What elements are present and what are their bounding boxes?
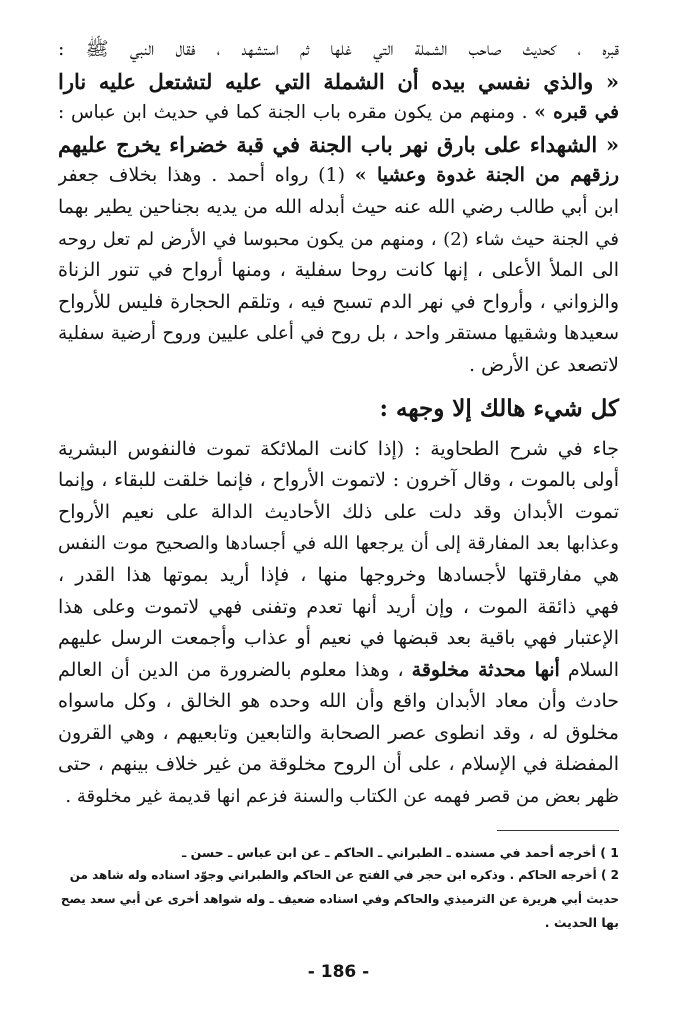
- text-line: أولى بالموت ، وقال آخرون : لاتموت الأرواح ، فإنما خلقت للبقاء ، وإنما: [58, 469, 619, 492]
- hadith-quote-line: « والذي نفسي بيده أن الشملة التي عليه لتشتعل عليه نارا: [58, 68, 619, 94]
- text-line: فهي ذائقة الموت ، وإن أريد أنها تعدم وتفنى فهي لاتموت وعلى هذا: [58, 595, 619, 618]
- text-line: سعيدها وشقيها مستقر واحد ، بل روح في أعلى عليين وروح أرضية سفلية: [58, 323, 619, 345]
- footnote-1: 1 ) أخرجه أحمد في مسنده ـ الطبراني ـ الحاكم ـ عن ابن عباس ـ حسن ـ: [182, 844, 619, 860]
- text-line: مخلوق له ، وقد انطوى عصر الصحابة والتابعين وتابعيهم ، وهي القرون: [58, 721, 619, 744]
- paragraph-graves: [58, 34, 619, 382]
- text-line: حادث وأن معاد الأبدان واقع وأن الله وحده هو الخالق ، وكل ماسواه: [58, 690, 619, 713]
- paragraph-tahawiyya: [58, 434, 619, 813]
- text-line: [58, 97, 619, 129]
- section-heading: كل شيء هالك إلا وجهه :: [379, 394, 619, 422]
- hadith-quote-end: رزقهم من الجنة غدوة وعشيا »: [354, 164, 619, 187]
- text-line: ظهر بعض من قصر فهمه عن الكتاب والسنة فزعم انها قديمة غير مخلوقة .: [65, 786, 619, 808]
- text-line: المفضلة في الإسلام ، على أن الروح مخلوقة من غير خلاف بينهم ، حتى: [58, 753, 619, 776]
- text-line: لاتصعد عن الأرض .: [469, 353, 619, 376]
- hadith-quote-line: « الشهداء على بارق نهر باب الجنة في قبة خضراء يخرج عليهم: [58, 131, 619, 157]
- text-line: [58, 655, 619, 687]
- footnotes: [58, 841, 619, 935]
- text-line: الى الملأ الأعلى ، إنها كانت روحا سفلية ، ومنها أرواح في تنور الزناة: [58, 259, 619, 282]
- hadith-quote-end: في قبره »: [534, 102, 619, 124]
- text-line: والزواني ، وأرواح في نهر الدم تسبح فيه ، وتلقم الحجارة فليس للأرواح: [58, 290, 619, 313]
- text-line: الإعتبار فهي باقية بعد قبضها في نعيم أو عذاب وأجمعت الرسل عليهم: [58, 627, 619, 650]
- footnote-2-continued: حديث أبي هريرة عن الترميذي والحاكم وفي اسناده ضعيف ـ وله شواهد أخرى عن أبي سعد يصح: [60, 891, 619, 906]
- text-line: هي مفارقتها لأجسادها وخروجها منها ، فإذا أريد بموتها هذا القدر ،: [58, 563, 619, 586]
- text-line: جاء في شرح الطحاوية : (إذا كانت الملائكة تموت فالنفوس البشرية: [58, 437, 619, 460]
- text-line: قبره ، كحديث صاحب الشملة التي غلها ثم استشهد ، فقال النبي ﷺ :: [58, 38, 619, 60]
- text-line: ابن أبي طالب رضي الله عنه حيث أبدله الله من يديه بجناحين يطير بهما: [58, 195, 619, 218]
- text-line: تموت الأبدان وقد دلت على ذلك الأحاديث الدالة على نعيم الأرواح: [58, 500, 619, 523]
- text-segment: ، وهذا معلوم بالضرورة من الدين أن العالم: [58, 658, 412, 681]
- text-segment: (1) رواه أحمد . وهذا بخلاف جعفر: [58, 164, 355, 187]
- text-line: وعذابها بعد المفارقة إلى أن يرجعها الله في أجسادها والصحيح موت النفس: [58, 533, 619, 555]
- footnote-divider: [497, 830, 619, 831]
- footnote-2-continued: بها الحديث .: [544, 915, 619, 931]
- page-number: - 186 -: [307, 962, 370, 982]
- text-segment: . ومنهم من يكون مقره باب الجنة كما في حديث ابن عباس :: [58, 102, 535, 124]
- text-line: [58, 160, 619, 192]
- text-line: في الجنة حيث شاء (2) ، ومنهم من يكون محبوسا في الأرض لم تعل روحه: [58, 228, 619, 250]
- text-segment: السلام: [559, 658, 619, 681]
- footnote-2: 2 ) أخرجه الحاكم . وذكره ابن حجر في الفتح عن الحاكم والطبراني وجوّد اسناده وله شاهد من: [69, 868, 619, 883]
- bold-phrase: أنها محدثة مخلوقة: [411, 658, 560, 681]
